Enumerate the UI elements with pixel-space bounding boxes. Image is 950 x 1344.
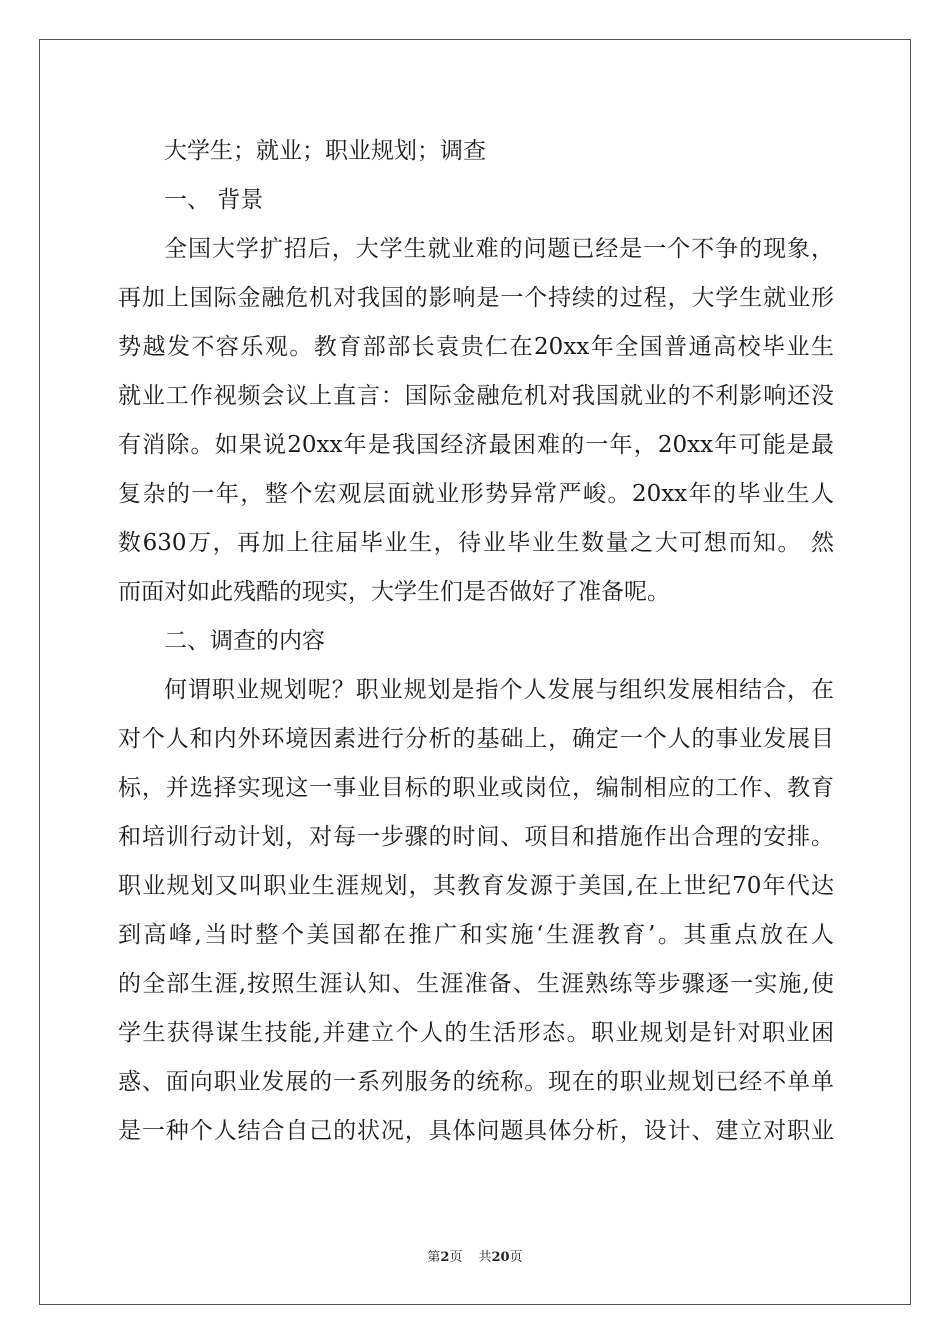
section-heading-background: 一、 背景 xyxy=(164,187,264,213)
paragraph-line: 的全部生涯,按照生涯认知、生涯准备、生涯熟练等步骤逐一实施,使 xyxy=(118,971,834,997)
paragraph-line: 数630万，再加上往届毕业生，待业毕业生数量之大可想而知。 然 xyxy=(118,530,834,556)
paragraph-line: 和培训行动计划，对每一步骤的时间、项目和措施作出合理的安排。 xyxy=(118,824,834,850)
paragraph-line: 何谓职业规划呢？职业规划是指个人发展与组织发展相结合，在 xyxy=(164,677,834,703)
footer-page-suffix: 页 xyxy=(449,1250,463,1265)
paragraph-line: 势越发不容乐观。教育部部长袁贵仁在20xx年全国普通高校毕业生 xyxy=(118,334,834,360)
footer-total-prefix: 共 xyxy=(478,1250,492,1265)
footer-total-pages: 20 xyxy=(491,1250,510,1265)
footer-page-number: 2 xyxy=(440,1250,450,1265)
paragraph-line: 复杂的一年，整个宏观层面就业形势异常严峻。20xx年的毕业生人 xyxy=(118,481,834,507)
footer-total-suffix: 页 xyxy=(509,1250,523,1265)
page-footer xyxy=(0,1249,950,1267)
footer-page-prefix: 第 xyxy=(427,1250,441,1265)
paragraph-line: 就业工作视频会议上直言：国际金融危机对我国就业的不利影响还没 xyxy=(118,383,834,409)
document-body xyxy=(118,127,834,1156)
paragraph-line: 到高峰,当时整个美国都在推广和实施‘生涯教育’。其重点放在人 xyxy=(118,922,834,948)
keywords-line: 大学生；就业；职业规划；调查 xyxy=(164,138,486,164)
paragraph-line: 惑、面向职业发展的一系列服务的统称。现在的职业规划已经不单单 xyxy=(118,1069,834,1095)
paragraph-line: 全国大学扩招后，大学生就业难的问题已经是一个不争的现象， xyxy=(164,236,834,262)
paragraph-line: 职业规划又叫职业生涯规划，其教育发源于美国,在上世纪70年代达 xyxy=(118,873,834,899)
paragraph-line: 有消除。如果说20xx年是我国经济最困难的一年，20xx年可能是最 xyxy=(118,432,834,458)
paragraph-line: 对个人和内外环境因素进行分析的基础上，确定一个人的事业发展目 xyxy=(118,726,834,752)
paragraph-line: 标，并选择实现这一事业目标的职业或岗位，编制相应的工作、教育 xyxy=(118,775,834,801)
section-heading-content: 二、调查的内容 xyxy=(164,628,325,654)
paragraph-line: 是一种个人结合自己的状况，具体问题具体分析，设计、建立对职业 xyxy=(118,1118,834,1144)
paragraph-line: 学生获得谋生技能,并建立个人的生活形态。职业规划是针对职业困 xyxy=(118,1020,834,1046)
paragraph-line: 再加上国际金融危机对我国的影响是一个持续的过程，大学生就业形 xyxy=(118,285,834,311)
paragraph-line: 而面对如此残酷的现实，大学生们是否做好了准备呢。 xyxy=(118,579,670,605)
